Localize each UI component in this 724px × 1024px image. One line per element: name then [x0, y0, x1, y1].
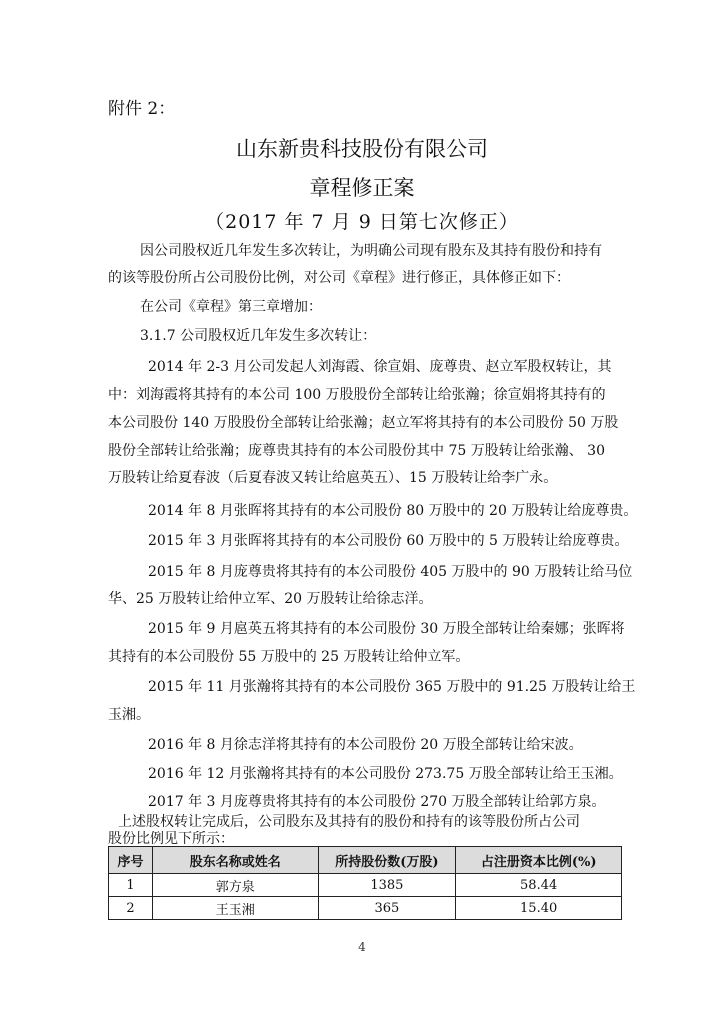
cell-name: 王玉湘	[152, 897, 318, 920]
paragraph-line: 2015 年 3 月张晖将其持有的本公司股份 60 万股中的 5 万股转让给庞尊贵。	[148, 533, 629, 549]
paragraph-line: 2016 年 8 月徐志洋将其持有的本公司股份 20 万股全部转让给宋波。	[148, 737, 583, 753]
header-shares-held: 所持股份数(万股)	[318, 847, 456, 874]
paragraph-line: 2017 年 3 月庞尊贵将其持有的本公司股份 270 万股全部转让给郭方泉。	[148, 794, 606, 810]
cell-index: 2	[109, 897, 153, 920]
header-capital-ratio: 占注册资本比例(%)	[456, 847, 622, 874]
cell-index: 1	[109, 874, 153, 897]
table-header-row	[109, 847, 622, 874]
header-index: 序号	[109, 847, 153, 874]
paragraph-line: 2015 年 8 月庞尊贵将其持有的本公司股份 405 万股中的 90 万股转让给马位	[148, 564, 633, 580]
paragraph-line: 2015 年 9 月扈英五将其持有的本公司股份 30 万股全部转让给秦娜；张晖将	[148, 621, 625, 637]
paragraph-line: 的该等股份所占公司股份比例，对公司《章程》进行修正，具体修正如下：	[108, 270, 570, 286]
paragraph-line: 在公司《章程》第三章增加：	[140, 299, 322, 315]
paragraph-line: 玉湘。	[108, 707, 150, 723]
paragraph-line: 上述股权转让完成后，公司股东及其持有的股份和持有的该等股份所占公司	[118, 814, 580, 830]
paragraph-line: 其持有的本公司股份 55 万股中的 25 万股转让给仲立军。	[108, 649, 470, 665]
paragraph-line: 中：刘海霞将其持有的本公司 100 万股股份全部转让给张瀚；徐宣娟将其持有的	[108, 387, 606, 403]
page-number: 4	[358, 940, 366, 954]
cell-shares: 1385	[318, 874, 456, 897]
paragraph-line: 因公司股权近几年发生多次转让，为明确公司现有股东及其持有股份和持有	[140, 243, 602, 259]
company-title: 山东新贵科技股份有限公司	[236, 137, 488, 161]
section-heading: 3.1.7 公司股权近几年发生多次转让：	[140, 328, 377, 344]
header-shareholder-name: 股东名称或姓名	[152, 847, 318, 874]
paragraph-line: 2016 年 12 月张瀚将其持有的本公司股份 273.75 万股全部转让给王玉湘。	[148, 766, 623, 782]
paragraph-line: 万股转让给夏春波（后夏春波又转让给扈英五）、15 万股转让给李广永。	[108, 470, 558, 486]
cell-ratio: 15.40	[456, 897, 622, 920]
shareholder-table	[108, 846, 622, 920]
annex-label: 附件 2：	[108, 99, 176, 119]
document-title: 章程修正案	[309, 176, 415, 200]
cell-name: 郭方泉	[152, 874, 318, 897]
cell-ratio: 58.44	[456, 874, 622, 897]
paragraph-line: 股份比例见下所示：	[108, 831, 234, 847]
paragraph-line: 2015 年 11 月张瀚将其持有的本公司股份 365 万股中的 91.25 万股转让给王	[148, 679, 636, 695]
revision-date: （2017 年 7 月 9 日第七次修正）	[205, 211, 519, 233]
cell-shares: 365	[318, 897, 456, 920]
paragraph-line: 华、25 万股转让给仲立军、20 万股转让给徐志洋。	[108, 591, 433, 607]
paragraph-line: 股份全部转让给张瀚；庞尊贵其持有的本公司股份其中 75 万股转让给张瀚、 30	[108, 443, 605, 459]
paragraph-line: 本公司股份 140 万股股份全部转让给张瀚；赵立军将其持有的本公司股份 50 万股	[108, 415, 619, 431]
paragraph-line: 2014 年 8 月张晖将其持有的本公司股份 80 万股中的 20 万股转让给庞尊贵。	[148, 503, 638, 519]
table-row	[109, 897, 622, 920]
table-row	[109, 874, 622, 897]
paragraph-line: 2014 年 2-3 月公司发起人刘海霞、徐宣娟、庞尊贵、赵立军股权转让，其	[148, 359, 612, 375]
